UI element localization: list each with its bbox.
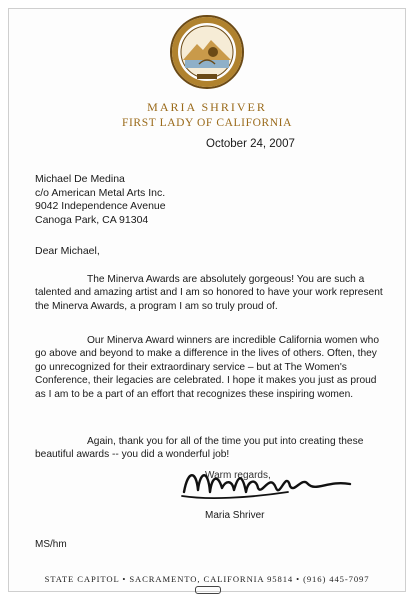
signer-name: Maria Shriver	[205, 510, 265, 521]
address-line: Canoga Park, CA 91304	[35, 213, 149, 226]
typist-initials: MS/hm	[35, 539, 67, 550]
closing: Warm regards,	[205, 470, 271, 481]
body-paragraph: Our Minerva Award winners are incredible California women who go above and beyond to make a difference in the lives of others. Often, they go unrecognized for their extraordinary service – but at The Women's Conference, their legacies are celebrated. I hope it makes you just as proud as I am to be a part of an effort that recognizes these inspiring women.	[35, 335, 379, 400]
address-line: 9042 Independence Avenue	[35, 200, 166, 212]
letter-date: October 24, 2007	[206, 138, 295, 150]
address-line: c/o American Metal Arts Inc.	[35, 186, 166, 199]
address-line: Michael De Medina	[35, 173, 125, 185]
california-seal-icon	[169, 14, 245, 90]
salutation: Dear Michael,	[35, 245, 100, 257]
union-bug-icon	[195, 586, 221, 594]
body-paragraph: The Minerva Awards are absolutely gorgeous! You are such a talented and amazing artist and I am so honored to have your work represent the Minerva Awards, a program I am so truly proud of.	[35, 274, 383, 312]
handwritten-signature	[178, 462, 358, 510]
letterhead-title: FIRST LADY OF CALIFORNIA	[122, 117, 292, 129]
letterhead-name: MARIA SHRIVER	[147, 100, 267, 114]
recipient-address	[35, 173, 166, 227]
body-paragraph: Again, thank you for all of the time you put into creating these beautiful awards -- you did a wonderful job!	[35, 436, 364, 461]
footer-address: STATE CAPITOL • SACRAMENTO, CALIFORNIA 95814 • (916) 445-7097	[44, 574, 370, 584]
